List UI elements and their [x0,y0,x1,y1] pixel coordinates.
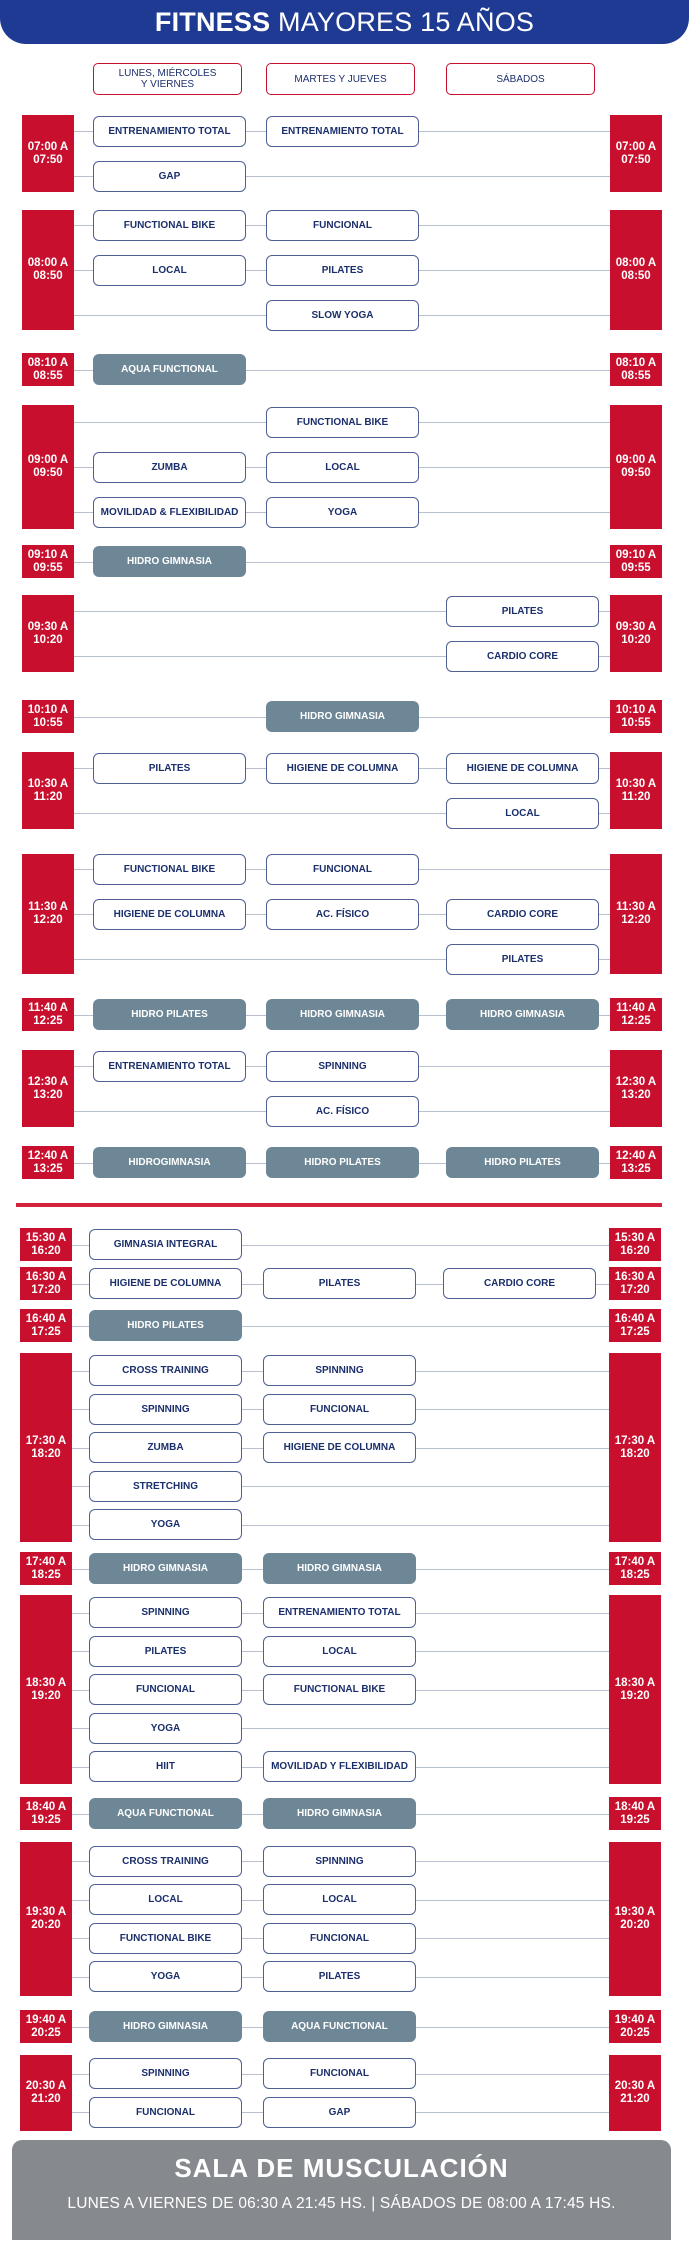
time-slot-right: 19:40 A 20:25 [609,2010,661,2043]
time-slot-right: 11:30 A 12:20 [610,854,662,974]
time-slot-left: 11:40 A 12:25 [22,998,74,1031]
time-slot-right: 09:00 A 09:50 [610,405,662,529]
footer-gym-hours [12,2140,671,2240]
time-slot-right: 19:30 A 20:20 [609,1842,661,1996]
class-slot[interactable]: SPINNING [263,1846,416,1877]
class-slot[interactable]: AQUA FUNCTIONAL [93,354,246,385]
class-slot[interactable]: HIGIENE DE COLUMNA [446,753,599,784]
class-slot[interactable]: CARDIO CORE [443,1268,596,1299]
time-slot-right: 17:30 A 18:20 [609,1353,661,1542]
class-slot[interactable]: FUNCTIONAL BIKE [266,407,419,438]
class-slot[interactable]: HIDROGIMNASIA [93,1147,246,1178]
class-slot[interactable]: ZUMBA [93,452,246,483]
class-slot[interactable]: MOVILIDAD & FLEXIBILIDAD [93,497,246,528]
class-slot[interactable]: CROSS TRAINING [89,1355,242,1386]
time-slot-right: 07:00 A 07:50 [610,115,662,192]
time-slot-left: 19:40 A 20:25 [20,2010,72,2043]
time-slot-left: 12:40 A 13:25 [22,1146,74,1179]
class-slot[interactable]: CARDIO CORE [446,899,599,930]
class-slot[interactable]: HIDRO GIMNASIA [263,1553,416,1584]
footer-subtitle: LUNES A VIERNES DE 06:30 A 21:45 HS. | SÁBADOS DE 08:00 A 17:45 HS. [67,2195,616,2212]
class-slot[interactable]: HIDRO PILATES [93,999,246,1030]
time-slot-right: 18:40 A 19:25 [609,1797,661,1830]
time-slot-right: 08:10 A 08:55 [610,353,662,386]
class-slot[interactable]: PILATES [89,1636,242,1667]
class-slot[interactable]: HIIT [89,1751,242,1782]
class-slot[interactable]: GAP [93,161,246,192]
class-slot[interactable]: HIDRO GIMNASIA [89,2011,242,2042]
class-slot[interactable]: FUNCTIONAL BIKE [263,1674,416,1705]
class-slot[interactable]: YOGA [266,497,419,528]
class-slot[interactable]: AC. FÍSICO [266,1096,419,1127]
class-slot[interactable]: SLOW YOGA [266,300,419,331]
time-slot-right: 18:30 A 19:20 [609,1595,661,1784]
time-slot-left: 17:30 A 18:20 [20,1353,72,1542]
class-slot[interactable]: LOCAL [263,1884,416,1915]
class-slot[interactable]: ENTRENAMIENTO TOTAL [263,1597,416,1628]
class-slot[interactable]: HIDRO GIMNASIA [263,1798,416,1829]
class-slot[interactable]: AQUA FUNCTIONAL [263,2011,416,2042]
class-slot[interactable]: FUNCTIONAL BIKE [93,210,246,241]
class-slot[interactable]: HIDRO GIMNASIA [266,701,419,732]
class-slot[interactable]: LOCAL [89,1884,242,1915]
class-slot[interactable]: HIGIENE DE COLUMNA [89,1268,242,1299]
class-slot[interactable]: SPINNING [89,1394,242,1425]
class-slot[interactable]: ENTRENAMIENTO TOTAL [93,1051,246,1082]
time-slot-left: 20:30 A 21:20 [20,2055,72,2131]
class-slot[interactable]: AC. FÍSICO [266,899,419,930]
time-slot-left: 11:30 A 12:20 [22,854,74,974]
class-slot[interactable]: PILATES [263,1961,416,1992]
class-slot[interactable]: YOGA [89,1713,242,1744]
time-slot-right: 15:30 A 16:20 [609,1228,661,1261]
footer-title: SALA DE MUSCULACIÓN [174,2153,509,2183]
class-slot[interactable]: LOCAL [446,798,599,829]
time-slot-left: 16:40 A 17:25 [20,1309,72,1342]
class-slot[interactable]: PILATES [263,1268,416,1299]
page-title [0,0,689,44]
class-slot[interactable]: PILATES [266,255,419,286]
class-slot[interactable]: ZUMBA [89,1432,242,1463]
class-slot[interactable]: PILATES [446,596,599,627]
time-slot-right: 17:40 A 18:25 [609,1552,661,1585]
class-slot[interactable]: FUNCIONAL [263,1394,416,1425]
column-header-saturday: SÁBADOS [446,63,595,95]
time-slot-right: 12:40 A 13:25 [610,1146,662,1179]
time-slot-left: 08:10 A 08:55 [22,353,74,386]
class-slot[interactable]: HIGIENE DE COLUMNA [266,753,419,784]
class-slot[interactable]: HIGIENE DE COLUMNA [93,899,246,930]
class-slot[interactable]: ENTRENAMIENTO TOTAL [266,116,419,147]
time-slot-right: 10:10 A 10:55 [610,700,662,733]
time-slot-left: 15:30 A 16:20 [20,1228,72,1261]
title-rest: MAYORES 15 AÑOS [278,7,535,37]
class-slot[interactable]: CARDIO CORE [446,641,599,672]
class-slot[interactable]: LOCAL [93,255,246,286]
class-slot[interactable]: HIDRO PILATES [266,1147,419,1178]
class-slot[interactable]: HIDRO PILATES [89,1310,242,1341]
class-slot[interactable]: YOGA [89,1961,242,1992]
class-slot[interactable]: SPINNING [89,2058,242,2089]
time-slot-left: 08:00 A 08:50 [22,210,74,330]
title-bold: FITNESS [154,7,271,37]
class-slot[interactable]: FUNCTIONAL BIKE [93,854,246,885]
column-header-tue-thu: MARTES Y JUEVES [266,63,415,95]
time-slot-left: 17:40 A 18:25 [20,1552,72,1585]
column-header-mon-wed-fri: LUNES, MIÉRCOLES Y VIERNES [93,63,242,95]
time-slot-left: 10:10 A 10:55 [22,700,74,733]
class-slot[interactable]: SPINNING [89,1597,242,1628]
time-slot-left: 09:00 A 09:50 [22,405,74,529]
class-slot[interactable]: GAP [263,2097,416,2128]
class-slot[interactable]: HIDRO GIMNASIA [266,999,419,1030]
class-slot[interactable]: AQUA FUNCTIONAL [89,1798,242,1829]
time-slot-left: 09:30 A 10:20 [22,595,74,672]
time-slot-right: 12:30 A 13:20 [610,1050,662,1127]
time-slot-right: 11:40 A 12:25 [610,998,662,1031]
class-slot[interactable]: MOVILIDAD Y FLEXIBILIDAD [263,1751,416,1782]
class-slot[interactable]: PILATES [93,753,246,784]
time-slot-left: 09:10 A 09:55 [22,545,74,578]
time-slot-right: 08:00 A 08:50 [610,210,662,330]
class-slot[interactable]: PILATES [446,944,599,975]
time-slot-right: 16:30 A 17:20 [609,1267,661,1300]
class-slot[interactable]: FUNCIONAL [263,1923,416,1954]
time-slot-right: 09:30 A 10:20 [610,595,662,672]
class-slot[interactable]: ENTRENAMIENTO TOTAL [93,116,246,147]
time-slot-right: 09:10 A 09:55 [610,545,662,578]
class-slot[interactable]: HIDRO GIMNASIA [446,999,599,1030]
time-slot-left: 16:30 A 17:20 [20,1267,72,1300]
class-slot[interactable]: CROSS TRAINING [89,1846,242,1877]
time-slot-left: 12:30 A 13:20 [22,1050,74,1127]
class-slot[interactable]: FUNCTIONAL BIKE [89,1923,242,1954]
class-slot[interactable]: SPINNING [266,1051,419,1082]
section-divider [16,1203,662,1207]
time-slot-left: 10:30 A 11:20 [22,752,74,829]
class-slot[interactable]: HIDRO GIMNASIA [93,546,246,577]
class-slot[interactable]: FUNCIONAL [89,2097,242,2128]
class-slot[interactable]: YOGA [89,1509,242,1540]
time-slot-right: 10:30 A 11:20 [610,752,662,829]
time-slot-left: 19:30 A 20:20 [20,1842,72,1996]
class-slot[interactable]: FUNCIONAL [89,1674,242,1705]
time-slot-left: 18:30 A 19:20 [20,1595,72,1784]
class-slot[interactable]: FUNCIONAL [263,2058,416,2089]
class-slot[interactable]: HIDRO GIMNASIA [89,1553,242,1584]
class-slot[interactable]: HIDRO PILATES [446,1147,599,1178]
class-slot[interactable]: SPINNING [263,1355,416,1386]
time-slot-left: 07:00 A 07:50 [22,115,74,192]
time-slot-right: 20:30 A 21:20 [609,2055,661,2131]
class-slot[interactable]: STRETCHING [89,1471,242,1502]
class-slot[interactable]: FUNCIONAL [266,854,419,885]
time-slot-left: 18:40 A 19:25 [20,1797,72,1830]
class-slot[interactable]: HIGIENE DE COLUMNA [263,1432,416,1463]
class-slot[interactable]: LOCAL [266,452,419,483]
class-slot[interactable]: LOCAL [263,1636,416,1667]
class-slot[interactable]: GIMNASIA INTEGRAL [89,1229,242,1260]
time-slot-right: 16:40 A 17:25 [609,1309,661,1342]
class-slot[interactable]: FUNCIONAL [266,210,419,241]
